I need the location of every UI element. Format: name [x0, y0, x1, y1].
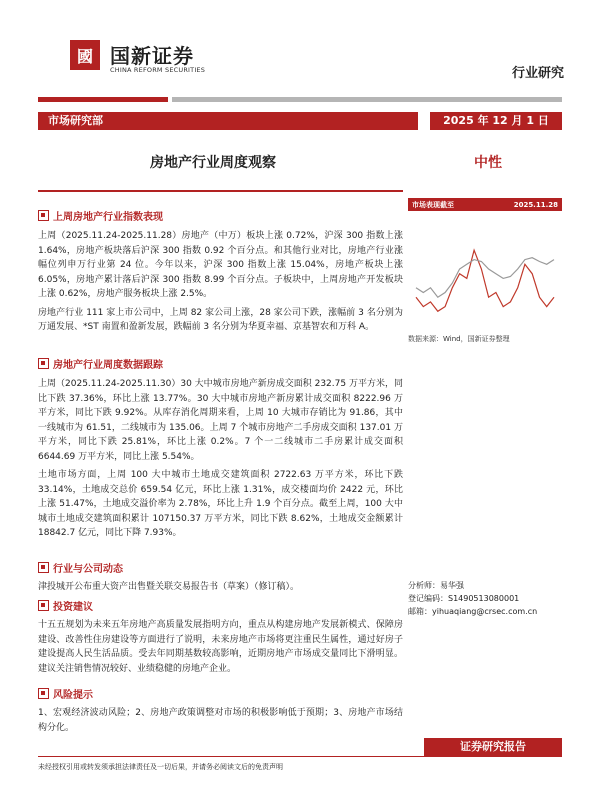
section-risk: [38, 686, 403, 735]
department-bar: 市场研究部: [38, 112, 418, 130]
section-heading: [38, 686, 403, 701]
section-heading: [38, 356, 403, 371]
report-type: 行业研究: [511, 66, 564, 81]
chart-svg: [408, 214, 562, 324]
section-investment-advice: [38, 598, 403, 676]
paragraph: 房地产行业 111 家上市公司中，上周 82 家公司上涨，28 家公司下跌，涨幅前 3 名分别为万通发展、*ST 南置和盈新发展，跌幅前 3 名分别为华夏幸福、京基智农和万科 A。: [38, 307, 403, 332]
analyst-name: 分析师：易华强: [408, 581, 464, 590]
section-heading: [38, 208, 403, 223]
report-title: 房地产行业周度观察: [150, 155, 276, 171]
section-industry-news: [38, 560, 403, 595]
date-bar: 2025 年 12 月 1 日: [430, 112, 562, 130]
paragraph: 1、宏观经济波动风险；2、房地产政策调整对市场的积极影响低于预期；3、房地产市场结构分化。: [38, 708, 403, 733]
section-bullet-icon: [38, 600, 49, 611]
chart-title: 市场表现截至: [412, 200, 454, 209]
section-heading: [38, 598, 403, 613]
rating: 中性: [474, 155, 502, 171]
section-bullet-icon: [38, 210, 49, 221]
footer-divider: [38, 756, 562, 757]
header-stripe-grey: [172, 97, 562, 102]
data-source: 数据来源：Wind，国新证券整理: [408, 335, 510, 343]
paragraph: 上周（2025.11.24-2025.11.28）房地产（中万）板块上涨 0.72%，沪深 300 指数上涨 1.64%，房地产板块落后沪深 300 指数 0.92 个百分点。和其他行业对比，房地产行业涨幅位列申万行业第 24 位。今年以来，沪深 300 指数上涨 15.04%，房地产板块上涨 6.05%，房地产累计落后沪深 300 指数 8.99 个百分点。子板块中，上周房地产开发板块上涨 0.62%，房地产服务板块上涨 2.5%。: [38, 231, 403, 299]
section-bullet-icon: [38, 562, 49, 573]
paragraph: 土地市场方面，上周 100 大中城市土地成交建筑面积 2722.63 万平方米，环比下跌 33.14%，土地成交总价 659.54 亿元，环比上涨 1.31%，成交楼面均价 2422 元，环比上涨 51.47%，土地成交溢价率为 2.78%，环比上升 1.9 个百分点。截至上周，100 大中城市土地成交建筑面积累计 107150.37 万平方米，同比下跌 8.62%，土地成交金额累计 18842.7 亿元，同比下降 7.93%。: [38, 470, 403, 538]
footer-disclaimer: 未经授权引用或转发须承担法律责任及一切后果，并请务必阅读文后的免责声明: [38, 763, 283, 771]
chart-header: [408, 198, 562, 211]
section-heading-text: 房地产行业周度数据跟踪: [53, 360, 163, 371]
analyst-cert: 登记编码：S1490513080001: [408, 594, 520, 603]
section-heading-text: 投资建议: [53, 602, 93, 613]
footer-badge: 证券研究报告: [424, 738, 562, 756]
section-heading-text: 行业与公司动态: [53, 564, 123, 575]
section-heading-text: 上周房地产行业指数表现: [53, 212, 163, 223]
section-weekly-data: [38, 356, 403, 541]
company-name-en: CHINA REFORM SECURITIES: [110, 66, 206, 74]
chart-series-0: [416, 250, 554, 311]
section-bullet-icon: [38, 358, 49, 369]
paragraph: 津投城开公布重大资产出售暨关联交易报告书（草案）（修订稿）。: [38, 582, 300, 592]
company-name: 国新证券: [110, 44, 194, 68]
title-divider: [38, 190, 403, 192]
paragraph: 十五五规划为未来五年房地产高质量发展指明方向，重点从构建房地产发展新模式、保障房建设、改善性住房建设等方面进行了说明，未来房地产市场将更注重民生属性，通过好房子建设提高人民生活品质。受去年同期基数较高影响，近期房地产市场成交量同比下滑明显。建议关注销售情况较好、业绩稳健的房地产企业。: [38, 620, 403, 674]
company-logo-icon: 國: [70, 40, 100, 70]
analyst-email[interactable]: 邮箱：yihuaqiang@crsec.com.cn: [408, 607, 538, 616]
chart-date: 2025.11.28: [513, 200, 558, 209]
paragraph: 上周（2025.11.24-2025.11.30）30 大中城市房地产新房成交面积 232.75 万平方米，同比下跌 37.36%，环比上涨 13.77%。30 大中城市房地产新房累计成交面积 8222.96 万平方米，同比下跌 9.92%。从库存消化周期来看，上周 10 大城市存销比为 91.86，其中一线城市为 61.51，二线城市为 135.06。上周 7 个城市房地产二手房成交面积 137.01 万平方米，同比下跌 25.81%，环比上涨 0.2%。7 个一二线城市二手房累计成交面积 6644.69 万平方米，同比上涨 5.54%。: [38, 379, 403, 462]
market-performance-chart: [408, 214, 562, 324]
section-heading-text: 风险提示: [53, 690, 93, 701]
header-stripe-red: [38, 97, 168, 102]
section-index-performance: [38, 208, 403, 335]
section-heading: [38, 560, 403, 575]
section-bullet-icon: [38, 688, 49, 699]
